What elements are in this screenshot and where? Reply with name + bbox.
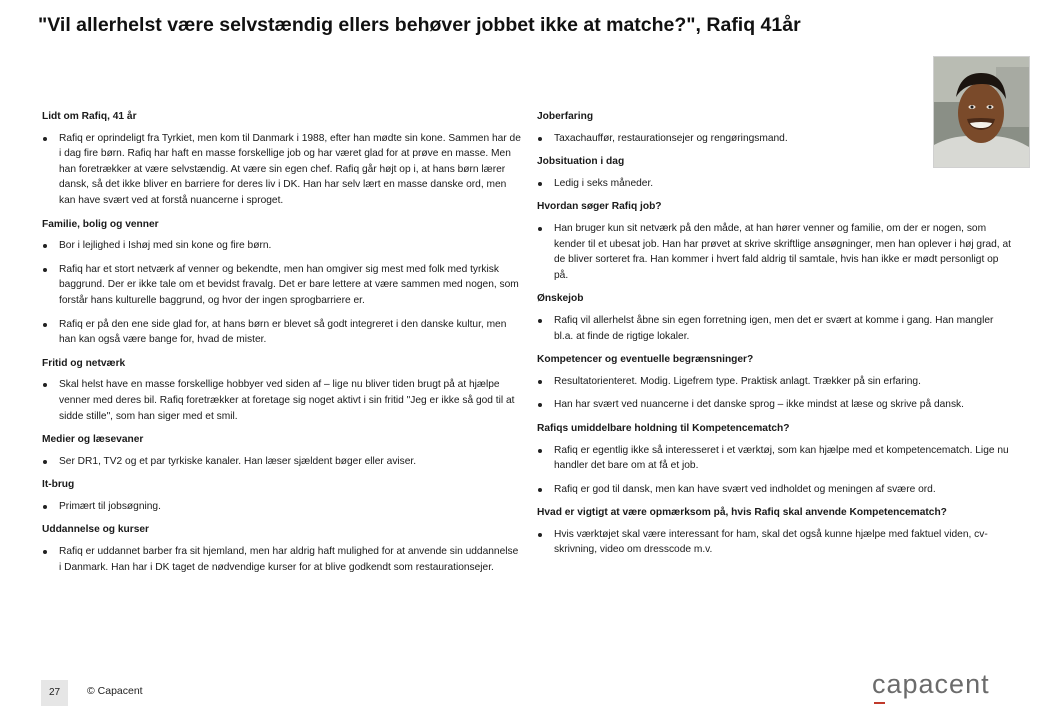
section-job-situation: [537, 154, 1015, 191]
bullet-item: Hvis værktøjet skal være interessant for ham, skal det også kunne hjælpe med faktuel viden, cv-skrivning, video om dresscode m.v.: [537, 527, 1015, 558]
section-heading: Lidt om Rafiq, 41 år: [42, 111, 137, 122]
section-heading: Jobsituation i dag: [537, 156, 625, 168]
bullet-item: Taxachauffør, restaurationsejer og rengøringsmand.: [537, 131, 1015, 147]
page-number: 27: [41, 680, 68, 706]
section-dream-job: [537, 291, 1015, 344]
section-attitude: [537, 421, 1015, 497]
bullet-item: Han har svært ved nuancerne i det danske sprog – ikke mindst at læse og skrive på dansk.: [537, 397, 1015, 413]
bullet-item: Rafiq er oprindeligt fra Tyrkiet, men kom til Danmark i 1988, efter han mødte sin kone. Sammen har de i dag fire børn. Rafiq har haft en masse forskellige job og har været glad for at prøve en masse. Men han foretrækker at være selvstændig. At være sin egen chef. Rafiq går højt op i, at hans børn lærer dansk, så det ikke bliver en barriere for deres liv i DK. Han har selv lært en masse danske ord, men kan have svært ved at forstå nuancerne i sproget.: [42, 131, 522, 209]
bullet-item: Rafiq er god til dansk, men kan have svært ved indholdet og meningen af svære ord.: [537, 482, 1015, 498]
section-heading: It-brug: [42, 479, 75, 491]
section-job-search: [537, 199, 1015, 283]
section-heading: Hvad er vigtigt at være opmærksom på, hvis Rafiq skal anvende Kompetencematch?: [537, 507, 947, 519]
section-job-experience: [537, 109, 1015, 146]
section-heading: Fritid og netværk: [42, 357, 126, 369]
capacent-logo: capacent: [872, 669, 990, 699]
bullet-item: Ser DR1, TV2 og et par tyrkiske kanaler. Han læser sjældent bøger eller aviser.: [42, 454, 522, 470]
bullet-item: Ledig i seks måneder.: [537, 176, 1015, 192]
bullet-item: Skal helst have en masse forskellige hobbyer ved siden af – lige nu bliver tiden brugt på at hjælpe venner med deres bil. Rafiq foretrækker at foretage sig noget aktivt i sin fritid "Jeg er ikke så god til at sidde stille", som han siger med et smil.: [42, 377, 522, 424]
bullet-item: Resultatorienteret. Modig. Ligefrem type. Praktisk anlagt. Trækker på sin erfaring.: [537, 374, 1015, 390]
bullet-item: Rafiq vil allerhelst åbne sin egen forretning igen, men det er svært at komme i gang. Han mangler bl.a. at finde de rigtige lokaler.: [537, 313, 1015, 344]
section-heading: Rafiqs umiddelbare holdning til Kompetencematch?: [537, 422, 790, 434]
bullet-item: Rafiq er uddannet barber fra sit hjemland, men har aldrig haft mulighed for at anvende sin uddannelse i Danmark. Han har i DK taget de nødvendige kurser for at blive godkendt som restaurationsejer.: [42, 544, 522, 575]
section-heading: Uddannelse og kurser: [42, 524, 149, 536]
section-heading: Familie, bolig og venner: [42, 218, 159, 230]
section-it-use: [42, 477, 522, 514]
section-competencies: [537, 352, 1015, 413]
section-leisure: [42, 356, 522, 424]
section-heading: Medier og læsevaner: [42, 434, 144, 446]
logo-accent-mark: [874, 702, 885, 704]
section-media: [42, 432, 522, 469]
page-title: "Vil allerhelst være selvstændig ellers behøver jobbet ikke at matche?", Rafiq 41år: [38, 14, 801, 36]
right-column: [537, 106, 1015, 566]
bullet-item: Primært til jobsøgning.: [42, 499, 522, 515]
bullet-item: Bor i lejlighed i Ishøj med sin kone og fire børn.: [42, 238, 522, 254]
bullet-item: Rafiq er på den ene side glad for, at hans børn er blevet så godt integreret i den danske kultur, men han kan også være bange for, hvad de mister.: [42, 317, 522, 348]
bullet-item: Rafiq har et stort netværk af venner og bekendte, men han omgiver sig mest med folk med tyrkisk baggrund. Der er ikke tale om et bevidst fravalg. Det er bare lettere at være sammen med nogen, som forstår hans kulturelle baggrund, og hvor der ingen sprogbarriere er.: [42, 262, 522, 309]
section-education: [42, 522, 522, 575]
section-heading: Hvordan søger Rafiq job?: [537, 201, 662, 213]
section-family: [42, 217, 522, 348]
section-heading: Kompetencer og eventuelle begrænsninger?: [537, 354, 754, 366]
section-heading: Ønskejob: [537, 293, 584, 305]
left-column: [42, 106, 522, 583]
section-about: [42, 109, 522, 209]
bullet-item: Han bruger kun sit netværk på den måde, at han hører venner og familie, om der er nogen, som kender til et ubesat job. Han har prøvet at skrive skriftlige ansøgninger, men han oplever i høj grad, at de bliver sorteret fra. Han kommer i hvert fald aldrig til samtale, hvis han ikke er mødt personligt op på.: [537, 221, 1015, 283]
copyright-text: © Capacent: [87, 685, 143, 697]
section-considerations: [537, 505, 1015, 558]
bullet-item: Rafiq er egentlig ikke så interesseret i et værktøj, som kan hjælpe med et kompetencematch. Lige nu handler det bare om at få et job.: [537, 443, 1015, 474]
section-heading: Joberfaring: [537, 111, 594, 122]
